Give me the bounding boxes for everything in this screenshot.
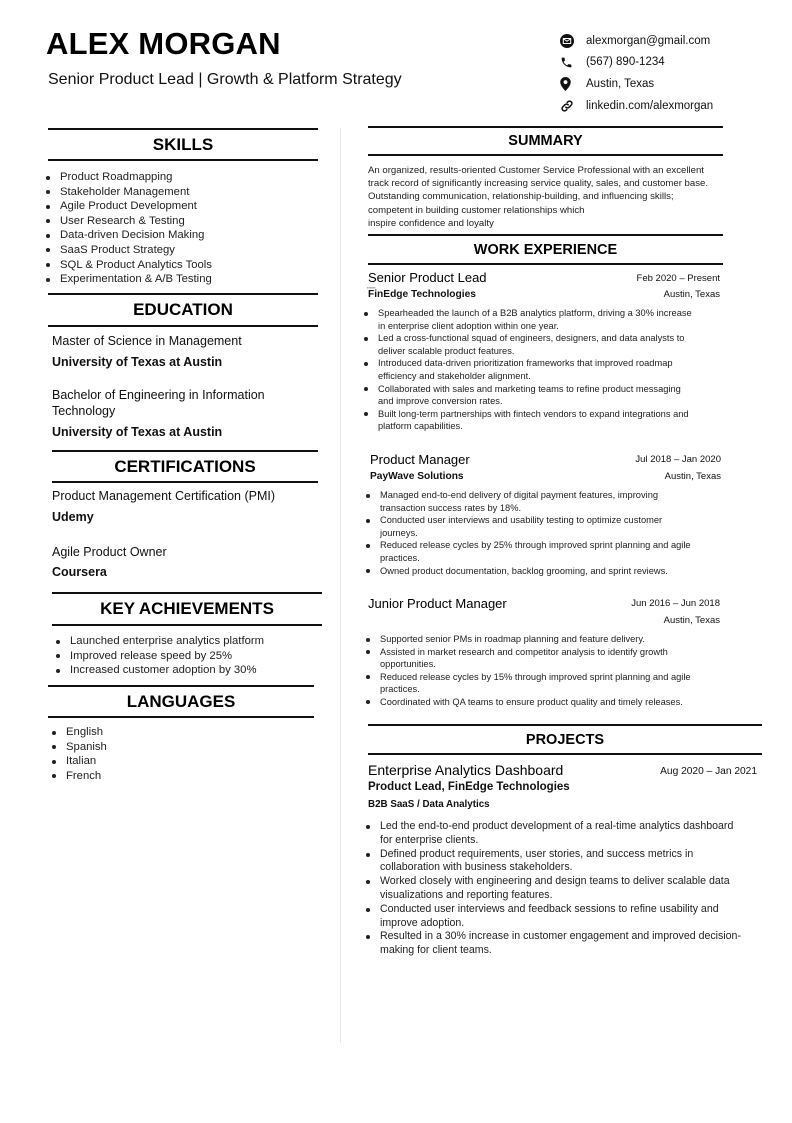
list-item: Collaborated with sales and marketing teams to refine product messaging and improve conversion rates. — [364, 383, 724, 408]
education-degree: Bachelor of Engineering in Information — [52, 388, 265, 402]
list-item: Launched enterprise analytics platform — [56, 634, 318, 649]
job-bullets — [366, 633, 726, 709]
list-item: French — [52, 769, 252, 784]
list-item: Defined product requirements, user stories, and success metrics in collaboration with business stakeholders. — [366, 848, 762, 876]
education-degree-line2: Technology — [52, 404, 116, 418]
job-dates: Feb 2020 – Present — [636, 273, 720, 284]
list-item: Spearheaded the launch of a B2B analytics platform, driving a 30% increase in enterprise client adoption within one year. — [364, 307, 724, 332]
list-item: SaaS Product Strategy — [46, 243, 316, 258]
list-item: Introduced data-driven prioritization frameworks that improved roadmap efficiency and stakeholder alignment. — [364, 357, 724, 382]
list-item: Owned product documentation, backlog grooming, and sprint reviews. — [366, 565, 726, 578]
linkedin-text[interactable]: linkedin.com/alexmorgan — [586, 99, 714, 112]
certification-issuer: Coursera — [52, 565, 107, 579]
list-item: Coordinated with QA teams to ensure product quality and timely releases. — [366, 696, 726, 709]
list-item: Led a cross-functional squad of engineers, designers, and data analysts to deliver scalable product features. — [364, 332, 724, 357]
project-role: Product Lead, FinEdge Technologies — [368, 781, 570, 793]
education-school: University of Texas at Austin — [52, 425, 223, 439]
summary-line: competent in building customer relationships which — [368, 204, 585, 216]
education-school: University of Texas at Austin — [52, 355, 223, 369]
list-item: Conducted user interviews and feedback sessions to refine usability and improve adoption. — [366, 903, 762, 931]
job-title: Senior Product Lead — [368, 270, 487, 285]
achievements-list — [56, 634, 318, 678]
candidate-headline: Senior Product Lead | Growth & Platform Strategy — [48, 71, 402, 88]
certification-issuer: Udemy — [52, 510, 94, 524]
list-item: Experimentation & A/B Testing — [46, 272, 316, 287]
list-item: Agile Product Development — [46, 199, 316, 214]
summary-line: track record of significantly increasing service quality, sales, and customer base. — [368, 178, 709, 190]
email-text[interactable]: alexmorgan@gmail.com — [586, 34, 711, 47]
job-company: FinEdge Technologies — [368, 289, 476, 300]
job-location: Austin, Texas — [664, 471, 721, 482]
education-degree: Master of Science in Management — [52, 334, 242, 348]
column-divider — [340, 128, 341, 1043]
job-company: PayWave Solutions — [370, 471, 464, 482]
skills-list — [46, 170, 316, 287]
list-item: Resulted in a 30% increase in customer engagement and improved decision- making for client teams. — [366, 930, 762, 958]
list-item: Increased customer adoption by 30% — [56, 663, 318, 678]
list-item: Reduced release cycles by 25% through improved sprint planning and agile practices. — [366, 539, 726, 564]
languages-list — [52, 725, 252, 783]
summary-line: Outstanding communication, relationship-building, and influencing skills; — [368, 191, 674, 203]
company-logo-mark: ▪▪▪▪▪▪ — [367, 285, 376, 290]
phone-icon — [560, 55, 578, 69]
projects-heading: PROJECTS — [368, 724, 762, 755]
phone-text[interactable]: (567) 890-1234 — [586, 56, 665, 69]
project-domain: B2B SaaS / Data Analytics — [368, 799, 490, 810]
languages-heading: LANGUAGES — [48, 685, 314, 718]
job-location: Austin, Texas — [663, 289, 720, 300]
job-bullets — [364, 307, 724, 433]
list-item: Stakeholder Management — [46, 185, 316, 200]
list-item: Spanish — [52, 740, 252, 755]
list-item: SQL & Product Analytics Tools — [46, 258, 316, 273]
summary-line: inspire confidence and loyalty — [368, 217, 494, 229]
location-pin-icon — [560, 77, 578, 91]
job-dates: Jun 2016 – Jun 2018 — [631, 598, 720, 609]
contact-linkedin — [560, 95, 780, 116]
contact-phone — [560, 52, 780, 73]
experience-heading: WORK EXPERIENCE — [368, 234, 723, 265]
skills-heading: SKILLS — [48, 128, 318, 161]
list-item: Supported senior PMs in roadmap planning and feature delivery. — [366, 633, 726, 646]
location-text: Austin, Texas — [586, 77, 655, 90]
certification-name: Product Management Certification (PMI) — [52, 489, 276, 503]
candidate-name: ALEX MORGAN — [46, 26, 281, 61]
certifications-heading: CERTIFICATIONS — [52, 450, 318, 483]
list-item: Italian — [52, 754, 252, 769]
contact-email — [560, 30, 780, 51]
summary-line: An organized, results-oriented Customer Service Professional with an excellent — [368, 165, 704, 176]
contact-block — [560, 30, 780, 117]
link-icon — [560, 99, 578, 113]
list-item: Assisted in market research and competitor analysis to identify growth opportunities. — [366, 646, 726, 671]
achievements-heading: KEY ACHIEVEMENTS — [52, 592, 322, 626]
list-item: Built long-term partnerships with fintech vendors to expand integrations and platform capabilities. — [364, 408, 724, 433]
job-title: Product Manager — [370, 452, 470, 467]
list-item: Data-driven Decision Making — [46, 228, 316, 243]
list-item: English — [52, 725, 252, 740]
list-item: Led the end-to-end product development of a real-time analytics dashboard for enterprise clients. — [366, 820, 762, 848]
certification-name: Agile Product Owner — [52, 545, 167, 559]
project-title: Enterprise Analytics Dashboard — [368, 762, 564, 778]
contact-location — [560, 73, 780, 94]
list-item: Reduced release cycles by 15% through improved sprint planning and agile practices. — [366, 671, 726, 696]
education-heading: EDUCATION — [48, 293, 318, 327]
list-item: Managed end-to-end delivery of digital payment features, improving transaction success rates by 18%. — [366, 489, 726, 514]
job-location: Austin, Texas — [663, 615, 720, 626]
list-item: Conducted user interviews and usability testing to optimize customer journeys. — [366, 514, 726, 539]
job-bullets — [366, 489, 726, 577]
project-dates: Aug 2020 – Jan 2021 — [660, 766, 757, 777]
list-item: Improved release speed by 25% — [56, 649, 318, 664]
email-icon — [560, 34, 578, 48]
project-bullets — [366, 820, 762, 958]
list-item: Worked closely with engineering and design teams to deliver scalable data visualizations and reporting features. — [366, 875, 762, 903]
list-item: Product Roadmapping — [46, 170, 316, 185]
summary-text — [368, 164, 726, 230]
summary-heading: SUMMARY — [368, 126, 723, 156]
list-item: User Research & Testing — [46, 214, 316, 229]
job-dates: Jul 2018 – Jan 2020 — [635, 454, 721, 465]
job-title: Junior Product Manager — [368, 596, 507, 611]
